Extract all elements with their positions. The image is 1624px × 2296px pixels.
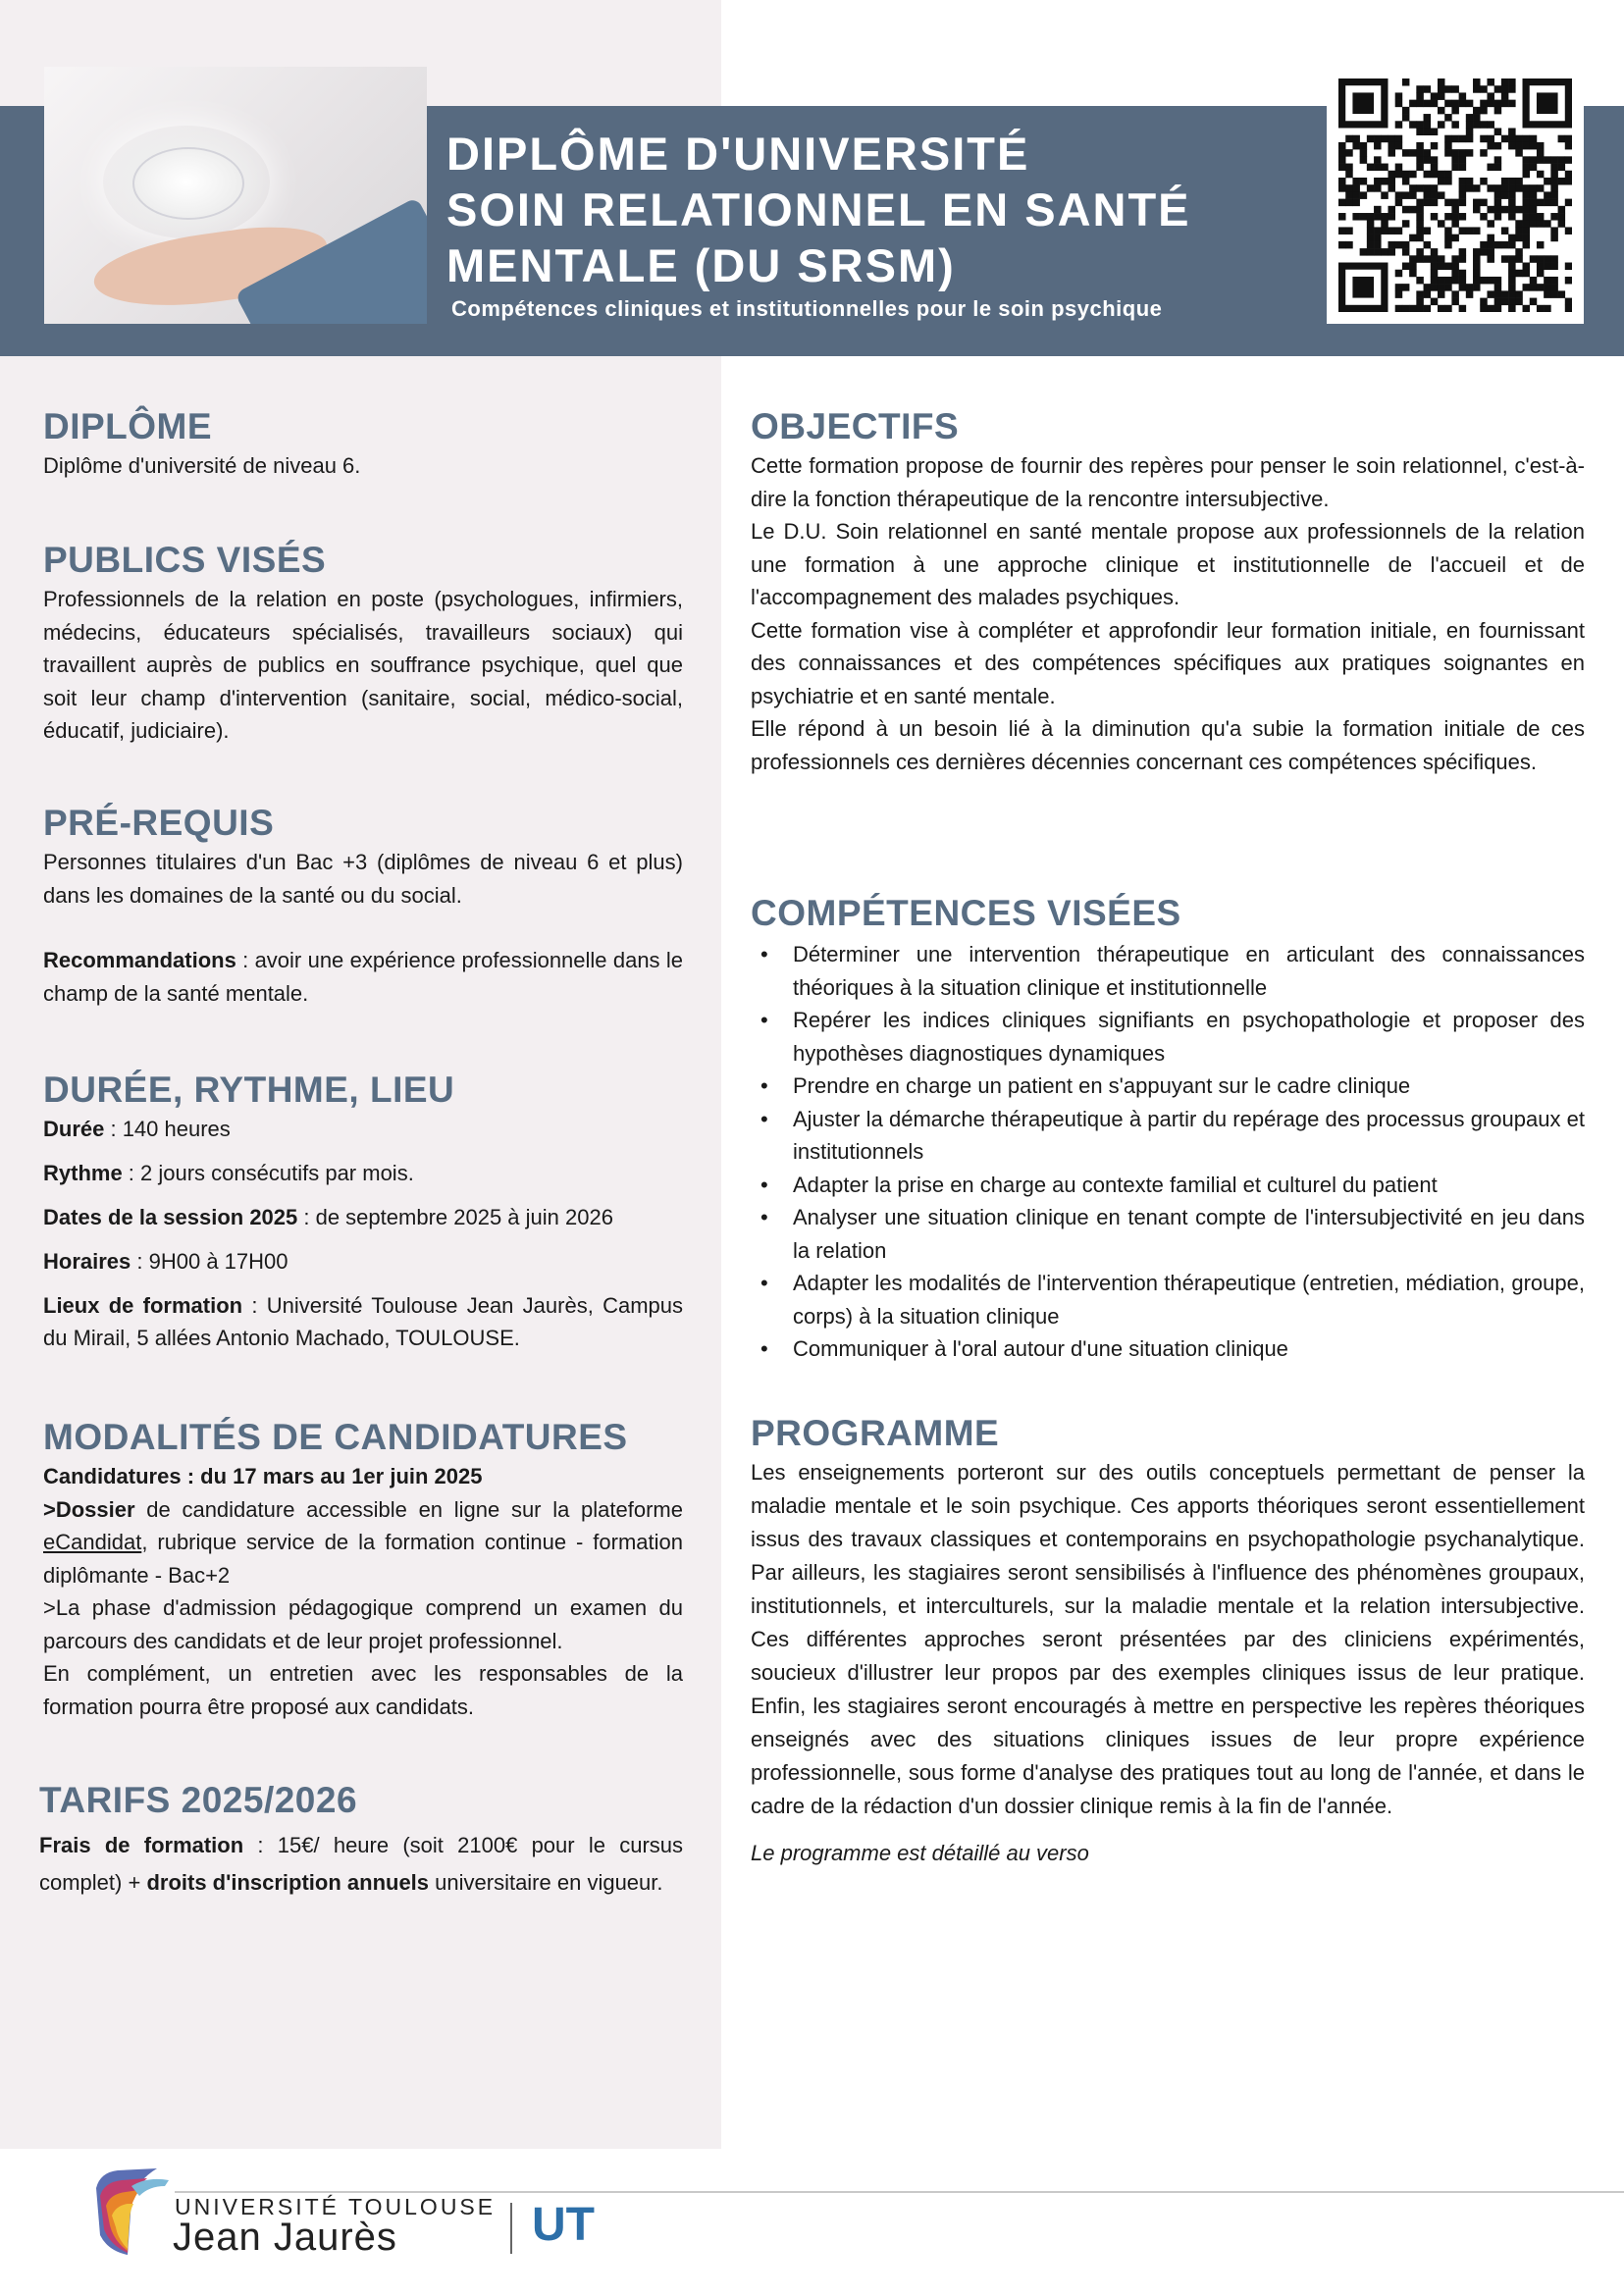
hero-image-brain-hand — [44, 67, 427, 324]
competence-item: • Déterminer une intervention thérapeutique en articulant des connaissances théoriques à la situation clinique et institutionnelle — [751, 938, 1585, 1004]
recommandations-value: : avoir une expérience professionnelle dans le champ de la santé mentale. — [43, 948, 683, 1006]
dossier-text-part2: , rubrique service de la formation continue - formation diplômante - Bac+2 — [43, 1530, 683, 1588]
rythme-label: Rythme — [43, 1161, 123, 1185]
dossier-label: >Dossier — [43, 1496, 135, 1522]
logo-text-name: Jean Jaurès — [173, 2216, 397, 2259]
horaires-value: : 9H00 à 17H00 — [131, 1249, 288, 1274]
logo-text-university: UNIVERSITÉ TOULOUSE — [175, 2194, 497, 2219]
prerequis-text: Personnes titulaires d'un Bac +3 (diplômes de niveau 6 et plus) dans les domaines de la santé ou du social. — [43, 850, 683, 908]
university-logo-icon — [88, 2166, 172, 2261]
lieux-line — [43, 1289, 683, 1354]
section-prerequis — [43, 801, 683, 1010]
rythme-line — [43, 1157, 683, 1189]
competence-item: • Analyser une situation clinique en tenant compte de l'intersubjectivité en jeu dans la relation — [751, 1201, 1585, 1267]
droits-value: universitaire en vigueur. — [429, 1870, 663, 1895]
title-line-1: DIPLÔME D'UNIVERSITÉ — [446, 128, 1030, 180]
heading-diplome: DIPLÔME — [43, 406, 213, 446]
dossier-text-part1: de candidature accessible en ligne sur la plateforme — [134, 1496, 683, 1522]
diplome-text: Diplôme d'université de niveau 6. — [43, 453, 361, 478]
section-publics — [43, 538, 683, 748]
competence-item: • Adapter la prise en charge au contexte familial et culturel du patient — [751, 1169, 1585, 1202]
heading-modalites: MODALITÉS DE CANDIDATURES — [43, 1417, 628, 1457]
heading-prerequis: PRÉ-REQUIS — [43, 803, 275, 843]
section-modalites — [43, 1415, 683, 1723]
page-subtitle: Compétences cliniques et institutionnelles pour le soin psychique — [451, 296, 1163, 321]
programme-note: Le programme est détaillé au verso — [751, 1841, 1089, 1865]
footer-divider — [175, 2191, 1624, 2193]
dates-value: : de septembre 2025 à juin 2026 — [297, 1205, 613, 1229]
publics-text: Professionnels de la relation en poste (psychologues, infirmiers, médecins, éducateurs spécialisés, travailleurs sociaux) qui travaillent auprès de publics en souffrance psychique, quel que soit leur champ d'intervention (sanitaire, social, médico-social, éducatif, judiciaire). — [43, 587, 683, 743]
candidatures-label: Candidatures : du 17 mars au 1er juin 2025 — [43, 1464, 483, 1488]
competence-item: • Repérer les indices cliniques signifiants en psychopathologie et proposer des hypothèses diagnostiques dynamiques — [751, 1004, 1585, 1070]
competence-item: • Prendre en charge un patient en s'appuyant sur le cadre clinique — [751, 1070, 1585, 1103]
duree-label: Durée — [43, 1117, 105, 1141]
admission-text: >La phase d'admission pédagogique comprend un examen du parcours des candidats et de leur projet professionnel. — [43, 1595, 683, 1653]
rythme-value: : 2 jours consécutifs par mois. — [122, 1161, 414, 1185]
section-duree — [43, 1068, 683, 1366]
dates-label: Dates de la session 2025 — [43, 1205, 298, 1229]
objectifs-p4: Elle répond à un besoin lié à la diminution qu'a subie la formation initiale de ces professionnels ces dernières décennies concernant ces compétences spécifiques. — [751, 716, 1585, 774]
logo-separator — [510, 2203, 512, 2254]
objectifs-p2: Le D.U. Soin relationnel en santé mentale propose aux professionnels de la relation une formation à une approche clinique et institutionnelle de l'accueil et de l'accompagnement des malades psychiques. — [751, 519, 1585, 609]
duree-value: : 140 heures — [104, 1117, 231, 1141]
dossier-text — [43, 1493, 683, 1592]
ut-logo-mark: UT — [532, 2199, 595, 2251]
section-programme — [751, 1411, 1585, 1870]
section-competences — [751, 891, 1585, 1366]
horaires-line — [43, 1245, 683, 1278]
frais-label: Frais de formation — [39, 1833, 244, 1857]
section-diplome — [43, 404, 683, 483]
droits-label: droits d'inscription annuels — [146, 1870, 430, 1895]
heading-duree: DURÉE, RYTHME, LIEU — [43, 1070, 455, 1110]
heading-objectifs: OBJECTIFS — [751, 406, 960, 446]
competence-item: • Ajuster la démarche thérapeutique à partir du repérage des processus groupaux et institutionnels — [751, 1103, 1585, 1169]
qr-code[interactable] — [1327, 67, 1584, 324]
duree-line — [43, 1113, 683, 1145]
programme-text: Les enseignements porteront sur des outils conceptuels permettant de penser la maladie mentale et le soin psychique. Ces apports théoriques seront essentiellement issus des travaux classiques et contemporains en psychopathologie psychanalytique. Par ailleurs, les stagiaires seront sensibilisés à l'influence des phénomènes groupaux, institutionnels, et interculturels, sur la maladie mentale et la relation intersubjective. Ces différentes approches seront présentées par des cliniciens expérimentés, soucieux d'illustrer leur propos par des exemples cliniques issus de leur pratique. Enfin, les stagiaires seront encouragés à mettre en perspective les repères théoriques enseignés avec des situations cliniques issues de leur propre expérience professionnelle, sous forme d'analyse des pratiques tout au long de l'année, et dans le cadre de la rédaction d'un dossier clinique remis à la fin de l'année. — [751, 1460, 1585, 1818]
heading-tarifs: TARIFS 2025/2026 — [39, 1780, 358, 1820]
qr-code-pattern — [1338, 78, 1572, 312]
heading-competences: COMPÉTENCES VISÉES — [751, 893, 1181, 933]
complement-text: En complément, un entretien avec les responsables de la formation pourra être proposé aux candidats. — [43, 1661, 683, 1719]
tarifs-text — [39, 1827, 683, 1902]
section-tarifs — [39, 1778, 683, 1902]
objectifs-p1: Cette formation propose de fournir des repères pour penser le soin relationnel, c'est-à-dire la fonction thérapeutique de la rencontre intersubjective. — [751, 453, 1585, 511]
dates-line — [43, 1201, 683, 1233]
candidatures-dates — [43, 1460, 683, 1493]
horaires-label: Horaires — [43, 1249, 131, 1274]
lieux-label: Lieux de formation — [43, 1293, 243, 1318]
section-objectifs — [751, 404, 1585, 778]
recommandations-label: Recommandations — [43, 948, 236, 972]
page-title — [446, 126, 1251, 293]
lieux-value: : Université Toulouse Jean Jaurès, Campus du Mirail, 5 allées Antonio Machado, TOULOUSE. — [43, 1293, 684, 1350]
title-line-2: SOIN RELATIONNEL EN SANTÉ — [446, 183, 1191, 235]
competence-item: • Communiquer à l'oral autour d'une situation clinique — [751, 1332, 1585, 1366]
competences-list — [751, 938, 1585, 1366]
frais-value: : 15€/ heure (soit 2100€ pour le cursus complet) + — [39, 1833, 683, 1895]
objectifs-p3: Cette formation vise à compléter et approfondir leur formation initiale, en fournissant des connaissances et des compétences spécifiques aux pratiques soignantes en psychiatrie et en santé mentale. — [751, 617, 1585, 708]
recommandations-text — [43, 944, 683, 1010]
heading-publics: PUBLICS VISÉS — [43, 540, 327, 580]
brain-illustration — [103, 126, 270, 238]
competence-item: • Adapter les modalités de l'intervention thérapeutique (entretien, médiation, groupe, corps) à la situation clinique — [751, 1267, 1585, 1332]
title-line-3: MENTALE (DU SRSM) — [446, 239, 956, 291]
heading-programme: PROGRAMME — [751, 1413, 1000, 1453]
ecandidat-link[interactable]: eCandidat — [43, 1530, 142, 1554]
